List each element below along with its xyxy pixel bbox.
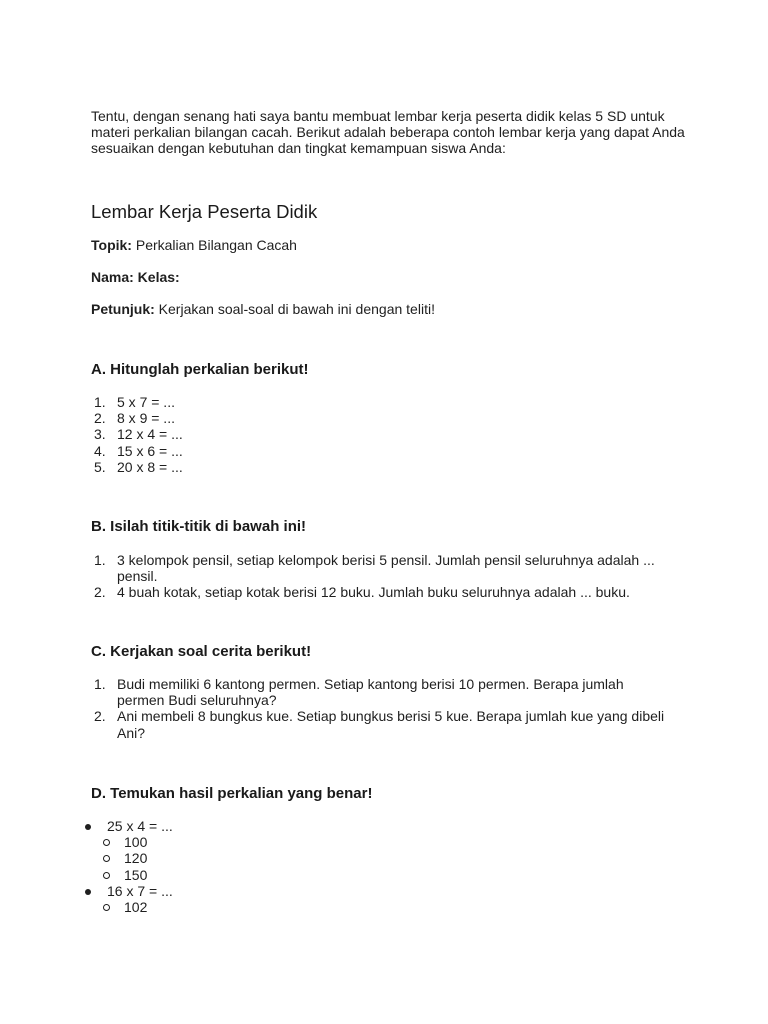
item-text: 15 x 6 = ... [117, 442, 183, 459]
circle-bullet-icon [103, 904, 110, 911]
item-number: 1. [94, 676, 106, 692]
option-item [85, 899, 173, 915]
section-a-title: A. Hitunglah perkalian berikut! [91, 361, 309, 378]
topic-value: Perkalian Bilangan Cacah [135, 237, 297, 253]
intro-paragraph: Tentu, dengan senang hati saya bantu membuat lembar kerja peserta didik kelas 5 SD untuk materi perkalian bilangan cacah. Berikut adalah beberapa contoh lembar kerja yang dapat Anda sesuaikan dengan kebutuhan dan tingkat kemampuan siswa Anda: [91, 108, 685, 156]
item-number: 2. [94, 708, 106, 725]
list-item [91, 426, 671, 442]
option-text: 150 [124, 866, 148, 883]
topic-line [91, 237, 297, 253]
list-item [91, 552, 671, 584]
option-text: 100 [124, 834, 148, 851]
option-text: 102 [124, 899, 148, 916]
list-item [91, 676, 671, 708]
item-text: 8 x 9 = ... [117, 410, 175, 427]
instruction-label: Petunjuk: [91, 301, 155, 317]
option-item [85, 834, 173, 850]
section-d-list [85, 818, 173, 915]
instruction-value: Kerjakan soal-soal di bawah ini dengan teliti! [158, 301, 435, 317]
circle-bullet-icon [103, 839, 110, 846]
item-number: 1. [94, 394, 106, 410]
question-item [85, 883, 173, 899]
item-number: 5. [94, 458, 106, 475]
section-b-list [91, 552, 671, 601]
section-c-title: C. Kerjakan soal cerita berikut! [91, 643, 312, 660]
item-number: 1. [94, 552, 106, 568]
document-page [91, 108, 691, 916]
item-text: 20 x 8 = ... [117, 458, 183, 475]
item-text: Budi memiliki 6 kantong permen. Setiap kantong berisi 10 permen. Berapa jumlah permen Budi seluruhnya? [117, 676, 624, 709]
item-number: 2. [94, 410, 106, 427]
circle-bullet-icon [103, 872, 110, 879]
list-item [91, 410, 671, 426]
list-item [91, 584, 671, 600]
item-text: 12 x 4 = ... [117, 426, 183, 443]
option-item [85, 850, 173, 866]
list-item [91, 708, 671, 740]
question-item [85, 818, 173, 834]
bullet-icon [85, 889, 91, 895]
list-item [91, 394, 671, 410]
topic-label: Topik: [91, 237, 132, 253]
list-item [91, 443, 671, 459]
item-text: 3 kelompok pensil, setiap kelompok berisi 5 pensil. Jumlah pensil seluruhnya adalah ... pensil. [117, 552, 655, 585]
section-d-title: D. Temukan hasil perkalian yang benar! [91, 785, 373, 802]
question-text: 16 x 7 = ... [107, 882, 173, 899]
worksheet-title: Lembar Kerja Peserta Didik [91, 201, 318, 222]
list-item [91, 459, 671, 475]
instruction-line [91, 301, 435, 317]
item-number: 3. [94, 426, 106, 443]
name-class-line [91, 269, 180, 285]
option-item [85, 867, 173, 883]
section-c-list [91, 676, 671, 741]
section-a-list [91, 394, 671, 475]
item-number: 4. [94, 442, 106, 459]
section-b-title: B. Isilah titik-titik di bawah ini! [91, 518, 307, 535]
item-number: 2. [94, 584, 106, 601]
bullet-icon [85, 824, 91, 830]
question-text: 25 x 4 = ... [107, 818, 173, 834]
option-text: 120 [124, 850, 148, 867]
item-text: Ani membeli 8 bungkus kue. Setiap bungkus berisi 5 kue. Berapa jumlah kue yang dibeli Ani? [117, 708, 665, 741]
item-text: 5 x 7 = ... [117, 394, 175, 410]
item-text: 4 buah kotak, setiap kotak berisi 12 buku. Jumlah buku seluruhnya adalah ... buku. [117, 584, 630, 601]
name-class-label: Nama: Kelas: [91, 269, 180, 285]
circle-bullet-icon [103, 855, 110, 862]
